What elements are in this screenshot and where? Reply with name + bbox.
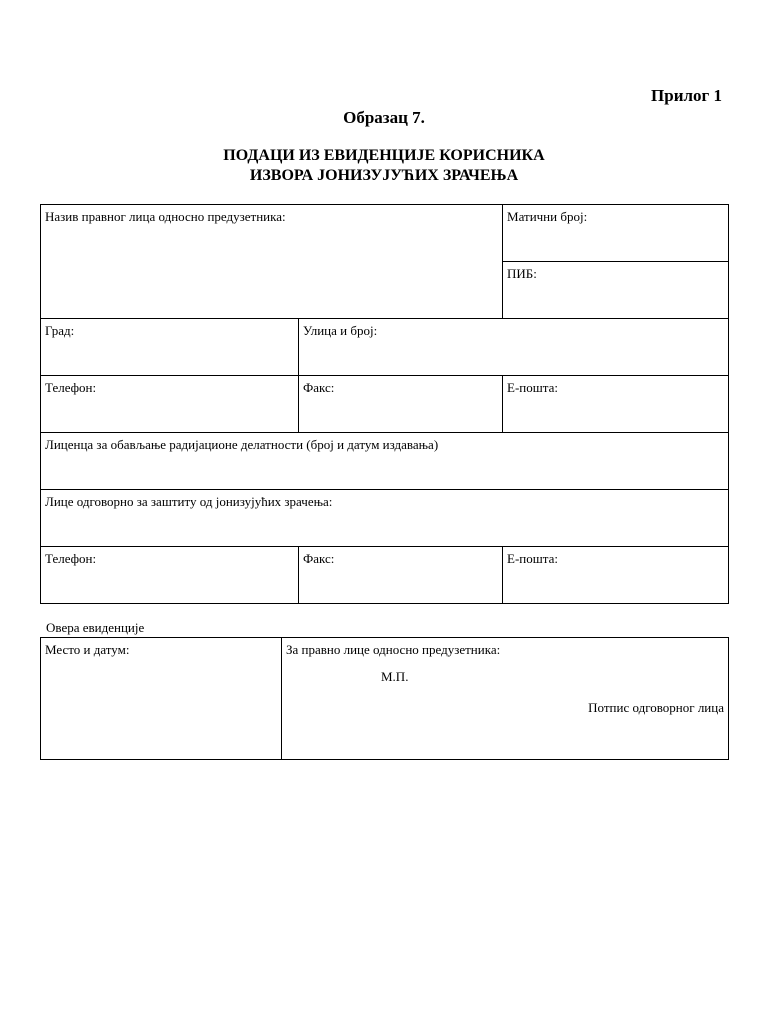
form-number: Образац 7. (343, 108, 425, 127)
responsible-email-field[interactable] (503, 547, 729, 604)
table-row (41, 376, 729, 433)
tax-id-label: ПИБ: (507, 266, 537, 281)
fax-label: Факс: (303, 380, 335, 395)
responsible-fax-field[interactable] (299, 547, 503, 604)
table-row (41, 547, 729, 604)
phone-field[interactable] (41, 376, 299, 433)
tax-id-field[interactable] (503, 262, 729, 319)
form-title-line-1: ПОДАЦИ ИЗ ЕВИДЕНЦИЈЕ КОРИСНИКА (223, 147, 545, 164)
email-field[interactable] (503, 376, 729, 433)
signature-label: Потпис одговорног лица (588, 700, 724, 715)
fax-field[interactable] (299, 376, 503, 433)
annex-label: Прилог 1 (651, 86, 722, 105)
city-label: Град: (45, 323, 75, 338)
license-field[interactable] (41, 433, 729, 490)
street-and-number-label: Улица и број: (303, 323, 378, 338)
registration-number-label: Матични број: (507, 209, 588, 224)
place-and-date-label: Место и датум: (45, 642, 130, 657)
responsible-person-label: Лице одговорно за заштиту од јонизујућих зрачења: (45, 494, 333, 509)
table-row (41, 319, 729, 376)
street-and-number-field[interactable] (299, 319, 729, 376)
table-row (41, 490, 729, 547)
responsible-phone-label: Телефон: (45, 551, 97, 566)
registry-data-table (40, 204, 729, 604)
city-field[interactable] (41, 319, 299, 376)
responsible-email-label: Е-пошта: (507, 551, 558, 566)
table-row (41, 205, 729, 262)
legal-entity-name-field[interactable] (41, 205, 503, 319)
confirmation-table (40, 637, 729, 760)
for-entity-label: За правно лице односно предузетника: (286, 642, 501, 657)
form-title-line-2: ИЗВОРА ЈОНИЗУЈУЋИХ ЗРАЧЕЊА (249, 167, 519, 184)
table-row (41, 638, 729, 760)
registration-number-field[interactable] (503, 205, 729, 262)
place-and-date-field[interactable] (41, 638, 282, 760)
form-title (0, 146, 768, 186)
email-label: Е-пошта: (507, 380, 558, 395)
confirmation-heading: Овера евиденције (46, 620, 145, 635)
entity-signature-field[interactable] (282, 638, 729, 760)
license-label: Лиценца за обављање радијационе делатности (број и датум издавања) (45, 437, 439, 452)
stamp-placeholder: М.П. (381, 669, 409, 684)
table-row (41, 433, 729, 490)
phone-label: Телефон: (45, 380, 97, 395)
responsible-person-field[interactable] (41, 490, 729, 547)
responsible-fax-label: Факс: (303, 551, 335, 566)
legal-entity-name-label: Назив правног лица односно предузетника: (45, 209, 286, 224)
responsible-phone-field[interactable] (41, 547, 299, 604)
